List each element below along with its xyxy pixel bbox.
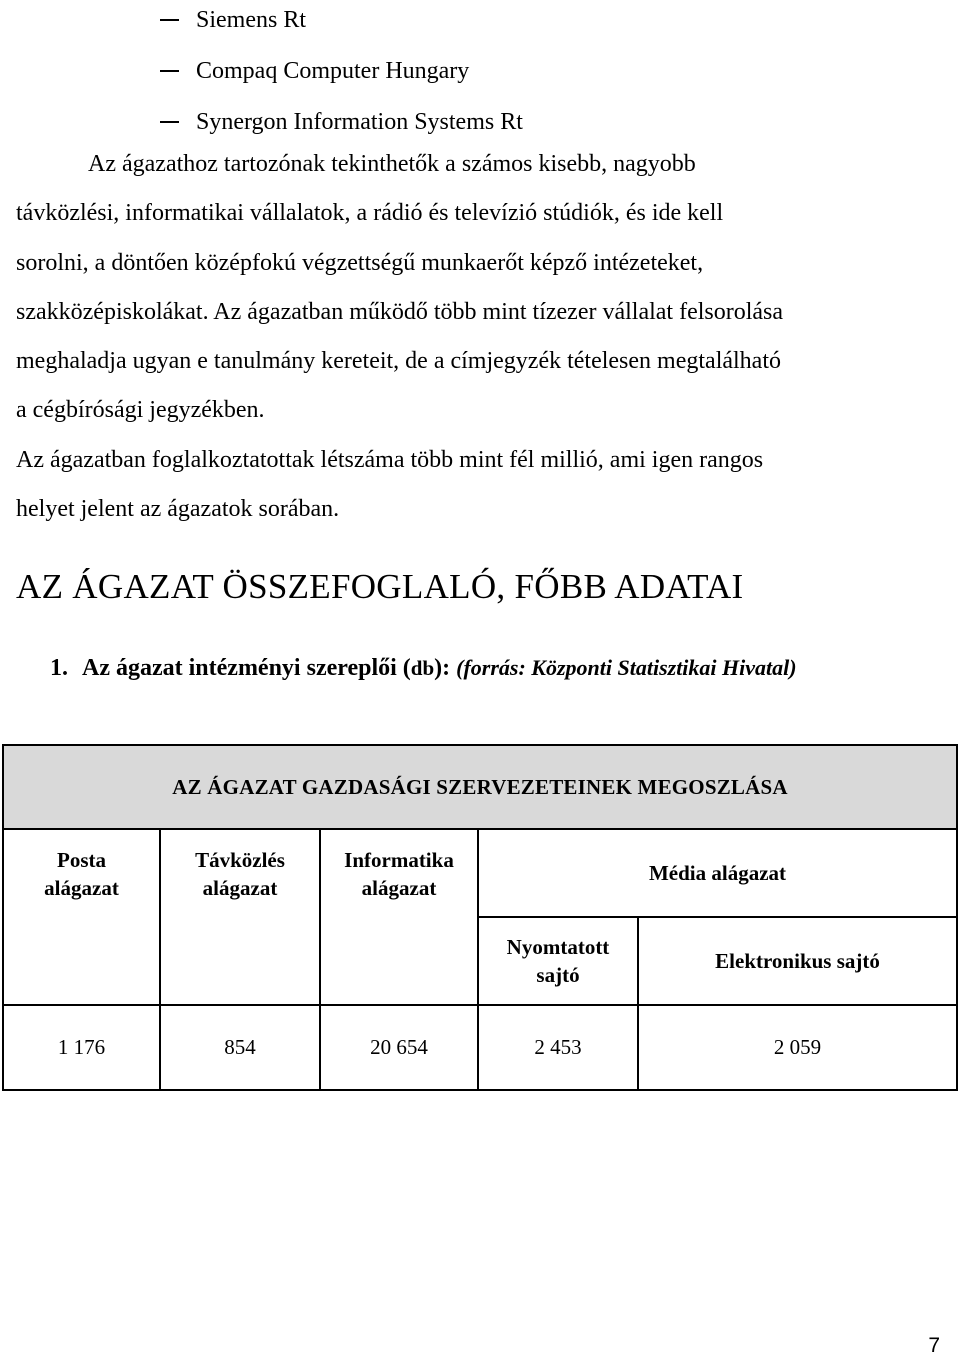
value-nyomtatott: 2 453 bbox=[478, 1005, 638, 1090]
intro-paragraph bbox=[16, 140, 946, 436]
company-list bbox=[160, 0, 523, 147]
value-posta: 1 176 bbox=[3, 1005, 160, 1090]
header-tavkozles bbox=[160, 829, 320, 1005]
header-line: Posta bbox=[57, 848, 106, 872]
paragraph-line: távközlési, informatikai vállalatok, a rádió és televízió stúdiók, és ide kell bbox=[16, 200, 724, 227]
header-line: alágazat bbox=[202, 876, 278, 900]
list-item-text: Compaq Computer Hungary bbox=[196, 57, 470, 84]
header-line: Távközlés bbox=[195, 848, 285, 872]
value-informatika: 20 654 bbox=[320, 1005, 478, 1090]
list-item bbox=[160, 45, 523, 96]
list-item bbox=[160, 0, 523, 45]
organization-distribution-table bbox=[2, 744, 958, 1091]
paragraph-line: sorolni, a döntően középfokú végzettségű munkaerőt képző intézeteket, bbox=[16, 249, 704, 276]
page-number: 7 bbox=[928, 1334, 940, 1357]
value-elektronikus: 2 059 bbox=[638, 1005, 957, 1090]
header-line: alágazat bbox=[361, 876, 437, 900]
sub-heading-source: (forrás: Központi Statisztikai Hivatal) bbox=[456, 655, 797, 680]
table-row bbox=[3, 1005, 957, 1090]
dash-bullet-icon bbox=[160, 19, 179, 21]
sub-heading-after-unit: ): bbox=[434, 655, 457, 681]
dash-bullet-icon bbox=[160, 121, 179, 123]
employment-paragraph bbox=[16, 436, 946, 535]
list-item-text: Synergon Information Systems Rt bbox=[196, 108, 523, 135]
dash-bullet-icon bbox=[160, 70, 179, 72]
sub-heading-text: Az ágazat intézményi szereplői ( bbox=[82, 655, 411, 681]
list-item-text: Siemens Rt bbox=[196, 6, 307, 33]
paragraph-line: Az ágazatban foglalkoztatottak létszáma több mint fél millió, ami igen rangos bbox=[16, 447, 764, 473]
table-title-row bbox=[3, 745, 957, 829]
paragraph-line: helyet jelent az ágazatok sorában. bbox=[16, 496, 340, 523]
header-informatika bbox=[320, 829, 478, 1005]
header-line: alágazat bbox=[44, 876, 119, 900]
header-line: Nyomtatott bbox=[506, 935, 610, 959]
table-header-row bbox=[3, 829, 957, 917]
paragraph-line: meghaladja ugyan e tanulmány kereteit, de a címjegyzék tételesen megtalálható bbox=[16, 348, 781, 375]
header-elektronikus: Elektronikus sajtó bbox=[638, 917, 957, 1005]
header-line: sajtó bbox=[536, 963, 580, 987]
paragraph-line: a cégbírósági jegyzékben. bbox=[16, 397, 265, 424]
sub-heading-number: 1. bbox=[50, 655, 68, 681]
header-media: Média alágazat bbox=[478, 829, 957, 917]
section-heading: AZ ÁGAZAT ÖSSZEFOGLALÓ, FŐBB ADATAI bbox=[16, 567, 744, 606]
table-title: AZ ÁGAZAT GAZDASÁGI SZERVEZETEINEK MEGOSZLÁSA bbox=[3, 745, 957, 829]
value-tavkozles: 854 bbox=[160, 1005, 320, 1090]
header-nyomtatott bbox=[478, 917, 638, 1005]
sub-heading bbox=[50, 655, 797, 682]
header-posta bbox=[3, 829, 160, 1005]
sub-heading-unit: db bbox=[410, 656, 435, 680]
paragraph-line: Az ágazathoz tartozónak tekinthetők a számos kisebb, nagyobb bbox=[88, 151, 696, 177]
paragraph-line: szakközépiskolákat. Az ágazatban működő több mint tízezer vállalat felsorolása bbox=[16, 298, 784, 325]
header-line: Informatika bbox=[344, 848, 454, 872]
